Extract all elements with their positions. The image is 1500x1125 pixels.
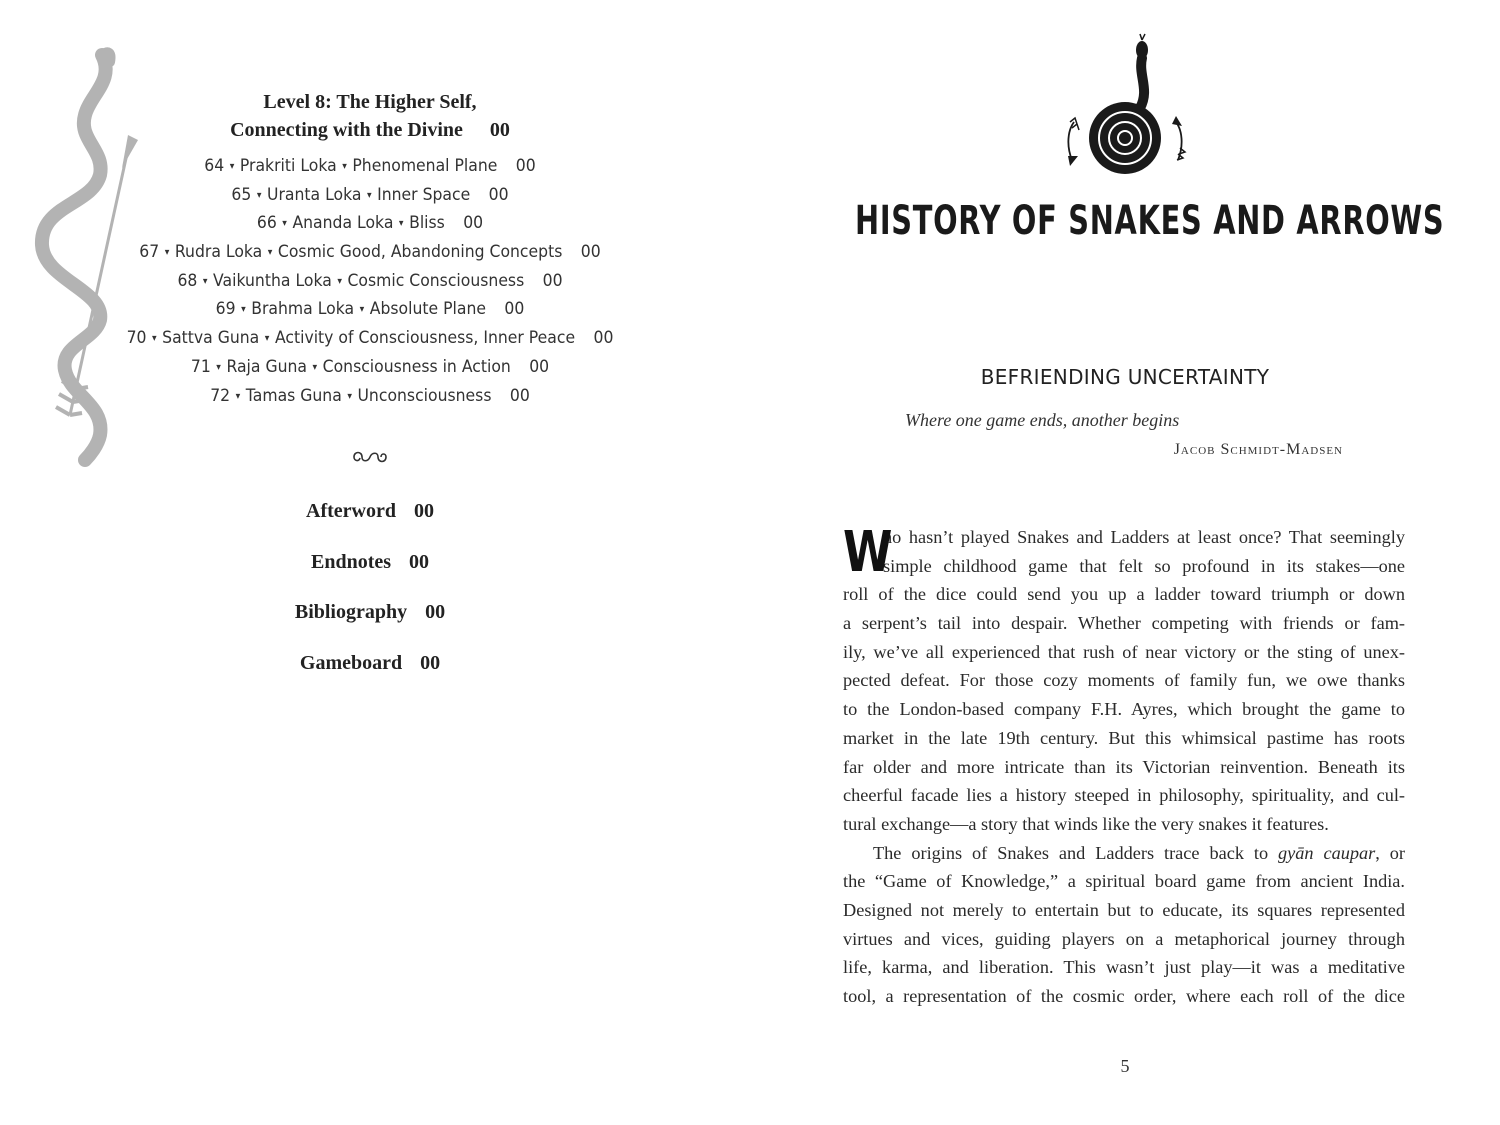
toc-entry[interactable] xyxy=(30,353,711,382)
toc-entry-subtitle: Absolute Plane xyxy=(369,299,486,320)
right-page xyxy=(750,0,1500,1125)
toc-entry-number: 68 xyxy=(177,270,198,291)
body-line: tural exchange—a story that winds like the very snakes it features. xyxy=(843,813,1329,834)
toc-entry-number: 66 xyxy=(256,213,277,234)
dropcap: W xyxy=(843,520,893,585)
toc-separator: ▾ xyxy=(347,390,352,402)
body-fragment: The origins of Snakes and Ladders trace back to xyxy=(873,842,1279,863)
toc-separator: ▾ xyxy=(264,333,270,345)
backmatter-page: 00 xyxy=(420,651,441,674)
toc-entry-title: Rudra Loka xyxy=(174,242,263,263)
backmatter-label: Gameboard xyxy=(299,651,403,674)
level-title-line2: Connecting with the Divine xyxy=(230,119,463,141)
toc-entry-subtitle: Consciousness in Action xyxy=(322,356,511,377)
body-line: ho hasn’t played Snakes and Ladders at least once? That seemingly xyxy=(883,527,1405,547)
chapter-body-text xyxy=(843,520,1405,1011)
body-line: simple childhood game that felt so profound in its stakes—one xyxy=(883,555,1405,576)
toc-separator: ▾ xyxy=(152,333,157,345)
toc-entry-subtitle: Inner Space xyxy=(377,184,471,205)
toc-entry-number: 64 xyxy=(204,156,225,176)
toc-separator: ▾ xyxy=(216,361,221,373)
backmatter-item[interactable] xyxy=(0,495,740,546)
backmatter-label: Afterword xyxy=(306,500,396,522)
toc-entry-number: 67 xyxy=(139,242,160,263)
toc-separator: ▾ xyxy=(202,275,208,287)
toc-entry-page: 00 xyxy=(504,299,525,320)
toc-entry[interactable] xyxy=(30,267,711,296)
italic-term: gyān caupar xyxy=(1278,842,1376,863)
body-line: roll of the dice could send you up a ladder toward triumph or down xyxy=(843,584,1405,605)
backmatter-page: 00 xyxy=(409,550,430,573)
section-heading: BEFRIENDING UNCERTAINTY xyxy=(980,365,1270,389)
backmatter-label: Bibliography xyxy=(294,601,408,623)
level-title-line1: Level 8: The Higher Self, xyxy=(263,91,477,113)
toc-separator: ▾ xyxy=(342,161,347,172)
toc-entry-page: 00 xyxy=(593,328,614,349)
body-line: a serpent’s tail into despair. Whether competing with friends or fam- xyxy=(843,613,1405,634)
toc-separator: ▾ xyxy=(398,218,404,230)
backmatter-item[interactable] xyxy=(0,596,740,647)
level-page-number: 00 xyxy=(489,119,510,141)
toc-entry-number: 72 xyxy=(210,385,231,406)
body-line: Designed not merely to entertain but to educate, its squares represented xyxy=(843,899,1405,920)
body-line xyxy=(843,839,1405,868)
toc-entry-subtitle: Bliss xyxy=(409,213,445,234)
toc-entry[interactable] xyxy=(30,181,711,210)
toc-separator: ▾ xyxy=(366,189,372,201)
body-line: life, karma, and liberation. This wasn’t just play—it was a meditative xyxy=(843,957,1405,978)
toc-entry-subtitle: Unconsciousness xyxy=(357,385,492,406)
toc-entry-page: 00 xyxy=(488,184,509,205)
toc-separator: ▾ xyxy=(256,189,262,201)
toc-entry-page: 00 xyxy=(580,242,601,263)
toc-entry-title: Brahma Loka xyxy=(251,299,355,320)
epigraph: Where one game ends, another begins xyxy=(905,410,1180,430)
toc-entry[interactable] xyxy=(30,152,711,181)
toc-separator: ▾ xyxy=(337,275,342,287)
backmatter-page: 00 xyxy=(425,601,446,623)
toc-entry-title: Sattva Guna xyxy=(162,328,260,349)
toc-entry[interactable] xyxy=(30,382,711,411)
body-line: tool, a representation of the cosmic order, where each roll of the dice xyxy=(843,986,1405,1006)
toc-separator: ▾ xyxy=(282,218,287,230)
toc-separator: ▾ xyxy=(359,304,365,316)
body-line: ily, we’ve all experienced that rush of near victory or the sting of unex- xyxy=(843,641,1405,662)
toc-entry-title: Uranta Loka xyxy=(267,184,362,205)
body-line: the “Game of Knowledge,” a spiritual board game from ancient India. xyxy=(843,871,1405,892)
body-fragment: , or xyxy=(1375,842,1405,863)
backmatter-item[interactable] xyxy=(0,546,740,597)
toc-separator: ▾ xyxy=(164,247,170,259)
toc-entry[interactable] xyxy=(30,295,711,324)
body-line: virtues and vices, guiding players on a metaphorical journey through xyxy=(843,928,1405,949)
backmatter-item[interactable] xyxy=(0,647,740,698)
toc-entry-title: Tamas Guna xyxy=(245,385,342,406)
backmatter-label: Endnotes xyxy=(310,550,392,573)
toc-entry-title: Vaikuntha Loka xyxy=(213,270,332,291)
body-line: far older and more intricate than its Victorian reinvention. Beneath its xyxy=(843,756,1405,777)
body-line: pected defeat. For those cozy moments of family fun, we owe thanks xyxy=(843,670,1405,691)
toc-entry[interactable] xyxy=(30,209,711,238)
backmatter-list xyxy=(0,495,740,697)
toc-entry-page: 00 xyxy=(463,213,484,234)
toc-level-heading xyxy=(0,88,740,144)
toc-entry-subtitle: Phenomenal Plane xyxy=(352,156,498,176)
toc-entry-title: Raja Guna xyxy=(226,356,307,377)
level-title-line2-row xyxy=(0,116,740,144)
toc-entry-page: 00 xyxy=(509,385,530,406)
ornament-divider-icon xyxy=(350,447,390,467)
epigraph-attribution: Jacob Schmidt-Madsen xyxy=(1173,441,1343,458)
toc-entry-page: 00 xyxy=(529,356,550,377)
toc-entry-number: 69 xyxy=(215,299,236,320)
body-line: market in the late 19th century. But this whimsical pastime has roots xyxy=(843,727,1405,748)
toc-entry-subtitle: Cosmic Consciousness xyxy=(347,270,525,291)
page-number: 5 xyxy=(1120,1056,1130,1076)
toc-entry-title: Prakriti Loka xyxy=(239,156,337,176)
toc-entry-title: Ananda Loka xyxy=(292,213,394,234)
toc-entry[interactable] xyxy=(30,324,711,353)
toc-entry-number: 71 xyxy=(190,356,211,377)
toc-separator: ▾ xyxy=(229,161,235,172)
toc-separator: ▾ xyxy=(241,304,246,316)
toc-entry-page: 00 xyxy=(515,156,536,176)
toc-entry-number: 70 xyxy=(126,328,147,349)
toc-entry-number: 65 xyxy=(231,184,252,205)
toc-entry-subtitle: Cosmic Good, Abandoning Concepts xyxy=(277,242,563,263)
chapter-title: HISTORY OF SNAKES AND ARROWS xyxy=(855,198,1445,244)
coiled-snake-emblem-icon xyxy=(1060,30,1190,180)
backmatter-page: 00 xyxy=(413,500,434,522)
body-line: to the London-based company F.H. Ayres, which brought the game to xyxy=(843,699,1405,720)
toc-entry[interactable] xyxy=(30,238,711,267)
toc-entry-subtitle: Activity of Consciousness, Inner Peace xyxy=(274,328,576,349)
toc-entry-page: 00 xyxy=(542,270,563,291)
toc-separator: ▾ xyxy=(267,247,273,259)
toc-separator: ▾ xyxy=(235,390,241,402)
toc-separator: ▾ xyxy=(312,361,318,373)
toc-entry-list xyxy=(0,152,740,410)
body-line: cheerful facade lies a history steeped in philosophy, spirituality, and cul- xyxy=(843,785,1405,806)
